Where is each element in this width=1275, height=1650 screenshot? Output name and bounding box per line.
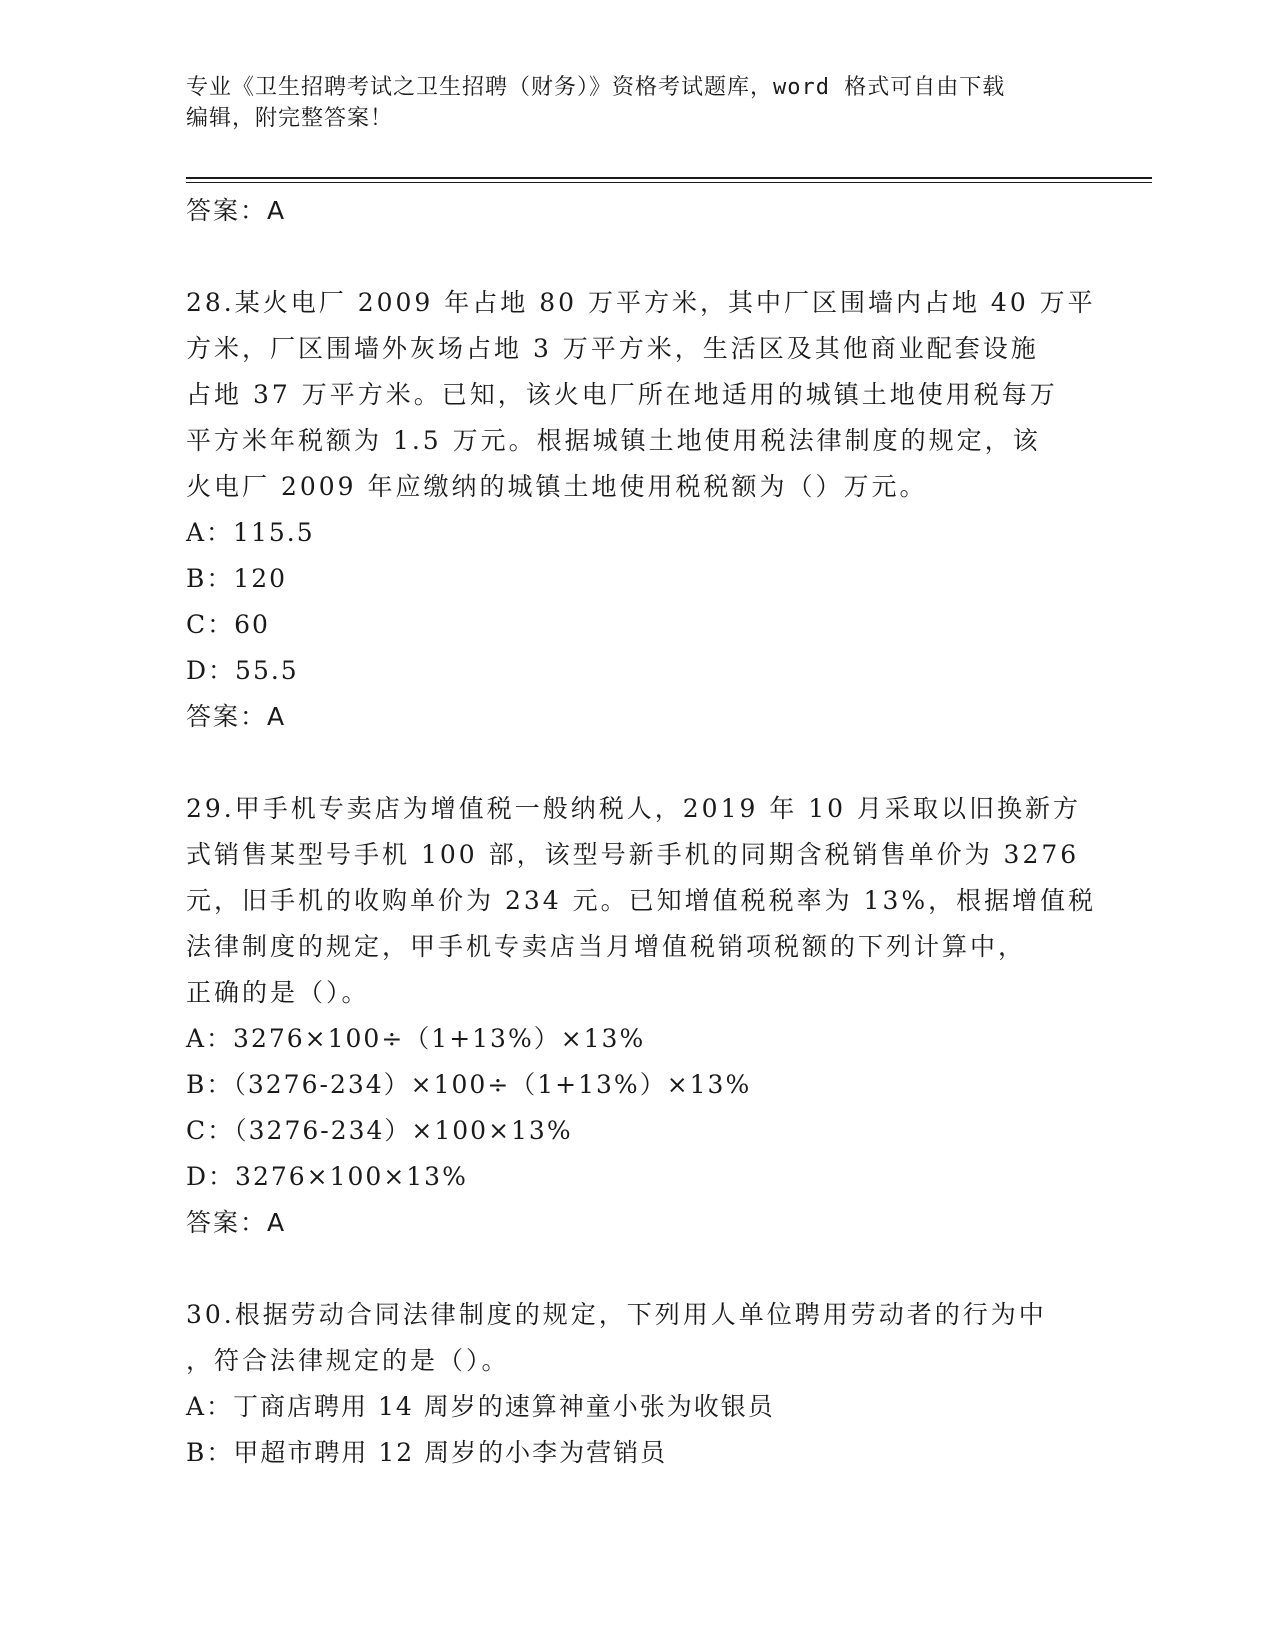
option-d: D：3276×100×13% — [186, 1162, 468, 1191]
option-b: B：甲超市聘用 12 周岁的小李为营销员 — [186, 1438, 668, 1467]
answer-line: 答案：A — [186, 702, 287, 731]
question-stem-line: 正确的是（）。 — [186, 978, 370, 1007]
option-d: D：55.5 — [186, 656, 299, 685]
option-a: A：115.5 — [186, 518, 315, 547]
option-c: C：（3276-234）×100×13% — [186, 1116, 573, 1145]
question-stem-line: 平方米年税额为 1.5 万元。根据城镇土地使用税法律制度的规定，该 — [186, 426, 1041, 455]
question-stem-line: 30.根据劳动合同法律制度的规定，下列用人单位聘用劳动者的行为中 — [186, 1300, 1047, 1329]
option-b: B：（3276-234）×100÷（1+13%）×13% — [186, 1070, 752, 1099]
question-stem-line: 火电厂 2009 年应缴纳的城镇土地使用税税额为（）万元。 — [186, 472, 928, 501]
header-divider-thick — [186, 177, 1152, 179]
option-a: A：丁商店聘用 14 周岁的速算神童小张为收银员 — [186, 1392, 775, 1421]
option-a: A：3276×100÷（1+13%）×13% — [186, 1024, 646, 1053]
question-30 — [186, 1292, 1086, 1476]
question-stem-line: 占地 37 万平方米。已知，该火电厂所在地适用的城镇土地使用税每万 — [186, 380, 1058, 409]
option-c: C：60 — [186, 610, 270, 639]
question-stem-line: 式销售某型号手机 100 部，该型号新手机的同期含税销售单价为 3276 — [186, 840, 1080, 869]
option-b: B：120 — [186, 564, 288, 593]
answer-line: 答案：A — [186, 1208, 287, 1237]
header-divider-thin — [186, 182, 1152, 183]
question-stem-line: 方米，厂区围墙外灰场占地 3 万平方米，生活区及其他商业配套设施 — [186, 334, 1039, 363]
question-stem-line: 法律制度的规定，甲手机专卖店当月增值税销项税额的下列计算中， — [186, 932, 1027, 961]
spacer — [186, 740, 1086, 786]
question-28 — [186, 280, 1096, 740]
header-line-1: 专业《卫生招聘考试之卫生招聘（财务）》资格考试题库，word 格式可自由下载 — [186, 75, 1006, 100]
question-stem-line: 元，旧手机的收购单价为 234 元。已知增值税税率为 13%，根据增值税 — [186, 886, 1097, 915]
spacer — [186, 1246, 1086, 1292]
question-stem-line: 28.某火电厂 2009 年占地 80 万平方米，其中厂区围墙内占地 40 万平 — [186, 288, 1096, 317]
answer-line: 答案：A — [186, 196, 287, 225]
question-stem-line: 29.甲手机专卖店为增值税一般纳税人，2019 年 10 月采取以旧换新方 — [186, 794, 1082, 823]
page-header — [186, 72, 1086, 134]
question-content — [186, 188, 1097, 1476]
header-line-2: 编辑，附完整答案！ — [186, 106, 394, 131]
question-29 — [186, 786, 1097, 1246]
spacer — [186, 234, 1086, 280]
question-stem-line: ，符合法律规定的是（）。 — [186, 1346, 510, 1375]
